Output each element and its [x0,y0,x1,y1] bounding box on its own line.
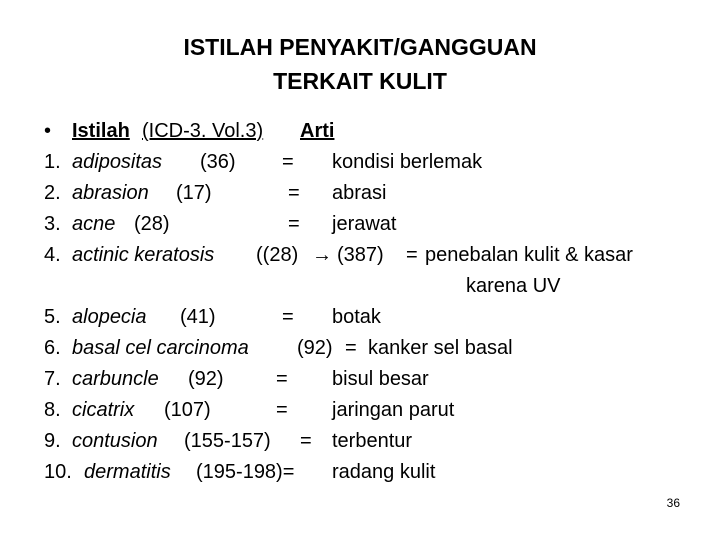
header-arti: Arti [300,120,335,142]
list-item: 5. alopecia (41) = botak [44,306,381,328]
arrow-icon: → [312,244,332,266]
bullet: • [44,120,52,142]
header-ref: (ICD-3. Vol.3) [142,120,264,142]
list-item: 2. abrasion (17) = abrasi [44,182,387,204]
list-item: 8. cicatrix (107) = jaringan parut [44,399,455,421]
header-row [0,116,720,147]
title-line-2: TERKAIT KULIT [273,68,447,94]
list-item: 7. carbuncle (92) = bisul besar [44,368,429,390]
list-item: 1. adipositas (36) = kondisi berlemak [44,151,483,173]
list-item: 6. basal cel carcinoma (92) = kanker sel basal [44,337,513,359]
list-item: 9. contusion (155-157) = terbentur [44,430,413,452]
header-istilah: Istilah [72,120,130,142]
slide-title [0,30,720,98]
page-number: 36 [666,496,680,510]
list-item-continuation: karena UV [466,275,561,297]
title-line-1: ISTILAH PENYAKIT/GANGGUAN [183,34,537,60]
list-item: 10. dermatitis (195-198)= radang kulit [44,461,436,483]
list-item: 4. actinic keratosis ((28) → (387) = penebalan kulit & kasar [0,240,720,271]
list-item: 3. acne (28) = jerawat [44,213,397,235]
